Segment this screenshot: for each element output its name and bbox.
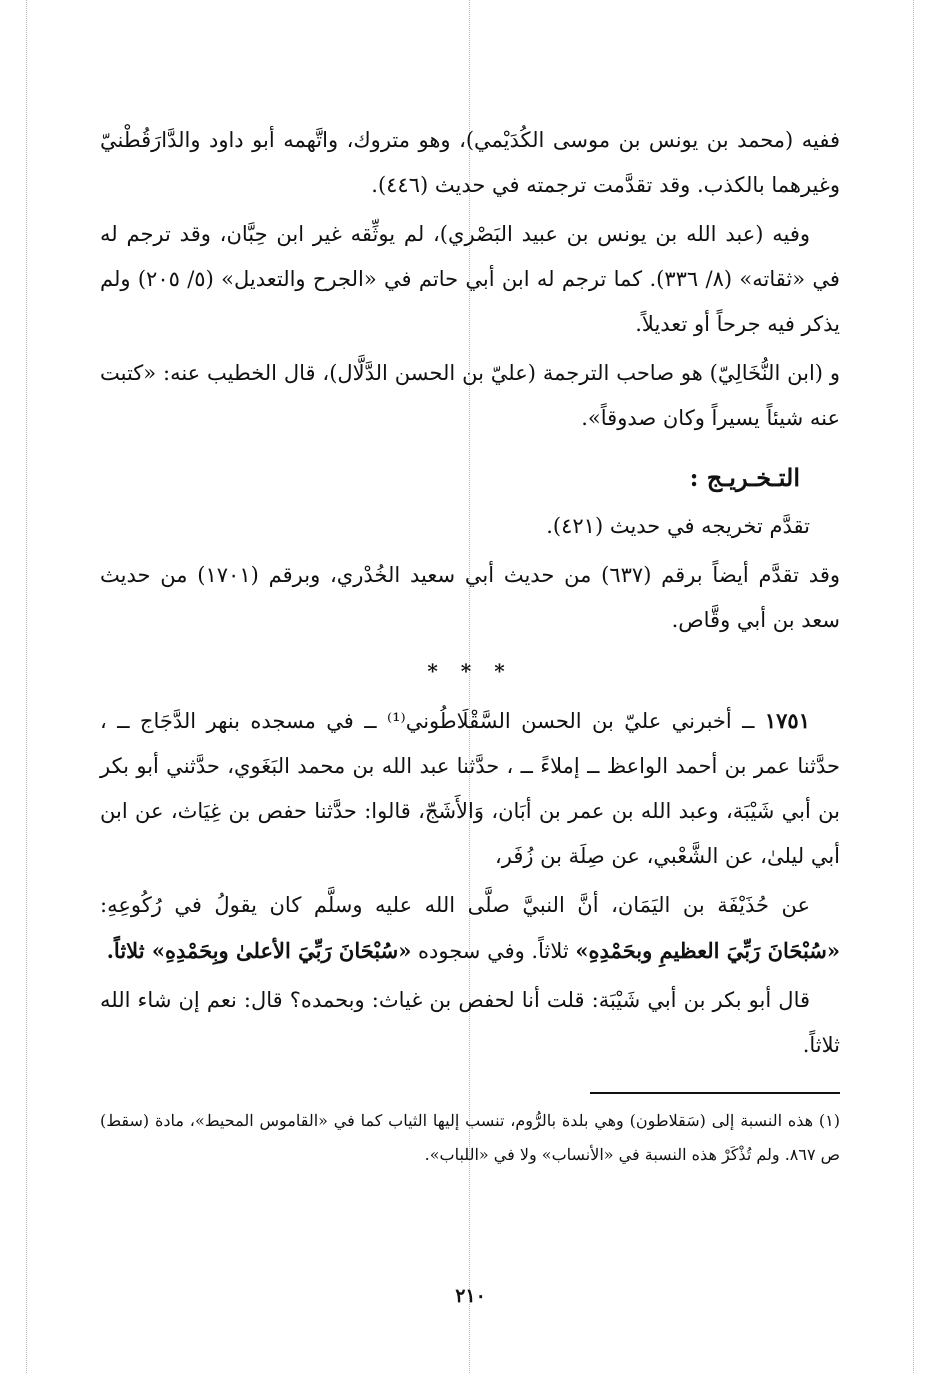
section-separator-stars: * * *: [427, 659, 513, 683]
matn-middle: ثلاثاً. وفي سجوده: [411, 939, 576, 963]
page-body: [100, 118, 840, 1172]
paragraph-abu-bakr: قال أبو بكر بن أبي شَيْبَة: قلت أنا لحفص بن غياث: وبحمده؟ قال: نعم إن شاء الله ثلاثاً.: [100, 988, 840, 1057]
paragraph-hadith-isnad: [100, 698, 840, 879]
matn-ruku-dhikr: «سُبْحَانَ رَبِّيَ العظيمِ وبحَمْدِهِ»: [575, 938, 840, 963]
page-number: ٢١٠: [455, 1285, 486, 1307]
paragraph-hadith-matn: [100, 883, 840, 974]
hadith-number: ١٧٥١: [764, 708, 810, 733]
margin-guide-right: [913, 0, 914, 1373]
matn-sujud-dhikr: «سُبْحَانَ رَبِّيَ الأعلىٰ وبِحَمْدِهِ» ثلاثاً.: [106, 938, 412, 963]
margin-guide-left: [26, 0, 27, 1373]
hadith-isnad-text: ــ أخبرني عليّ بن الحسن السَّقْلَاطُوني⁽¹⁾ ــ في مسجده بنهر الدَّجَاج ــ ، حدَّثنا عمر بن أحمد الواعظ ــ إملاءً ــ ، حدَّثنا عبد الله بن محمد البَغَوي، حدَّثني أبو بكر بن أبي شَيْبَة، وعبد الله بن عمر بن أبَان، وَالأَشَجّ، قالوا: حدَّثنا حفص بن غِيَاث، عن ابن أبي ليلىٰ، عن الشَّعْبي، عن صِلَة بن زُفَر،: [100, 709, 840, 868]
paragraph-takhrij: تقدَّم تخريجه في حديث (٤٢١).: [546, 514, 810, 538]
matn-intro: عن حُذَيْفَة بن اليَمَان، أنَّ النبيَّ صلَّى الله عليه وسلَّم كان يقولُ في رُكُوعِهِ:: [100, 893, 810, 917]
footnote: (١) هذه النسبة إلى (سَقلاطون) وهي بلدة بالرُّوم، تنسب إليها الثياب كما في «القاموس المحيط»، مادة (سقط) ص ٨٦٧. ولم تُذْكَرْ هذه النسبة في «الأنساب» ولا في «اللباب».: [100, 1111, 840, 1164]
section-heading-takhrij: التـخـريـج :: [689, 463, 800, 492]
footnote-separator: [590, 1092, 840, 1094]
paragraph-also: وقد تقدَّم أيضاً برقم (٦٣٧) من حديث أبي سعيد الخُدْري، وبرقم (١٧٠١) من حديث سعد بن أبي وقَّاص.: [100, 563, 841, 632]
paragraph-kudaymi: ففيه (محمد بن يونس بن موسى الكُدَيْمي)، وهو متروك، واتَّهمه أبو داود والدَّارَقُطْنيّ وغيرهما بالكذب. وقد تقدَّمت ترجمته في حديث (٤٤٦).: [100, 128, 840, 197]
paragraph-nukhali: و (ابن النُّخَالِيّ) هو صاحب الترجمة (عليّ بن الحسن الدَّلَّال)، قال الخطيب عنه: «كتبت عنه شيئاً يسيراً وكان صدوقاً».: [100, 361, 840, 430]
paragraph-basri: وفيه (عبد الله بن يونس بن عبيد البَصْري)، لم يوثِّقه غير ابن حِبَّان، وقد ترجم له في «ثقاته» (٨/ ٣٣٦). كما ترجم له ابن أبي حاتم في «الجرح والتعديل» (٥/ ٢٠٥) ولم يذكر فيه جرحاً أو تعديلاً.: [100, 222, 840, 336]
